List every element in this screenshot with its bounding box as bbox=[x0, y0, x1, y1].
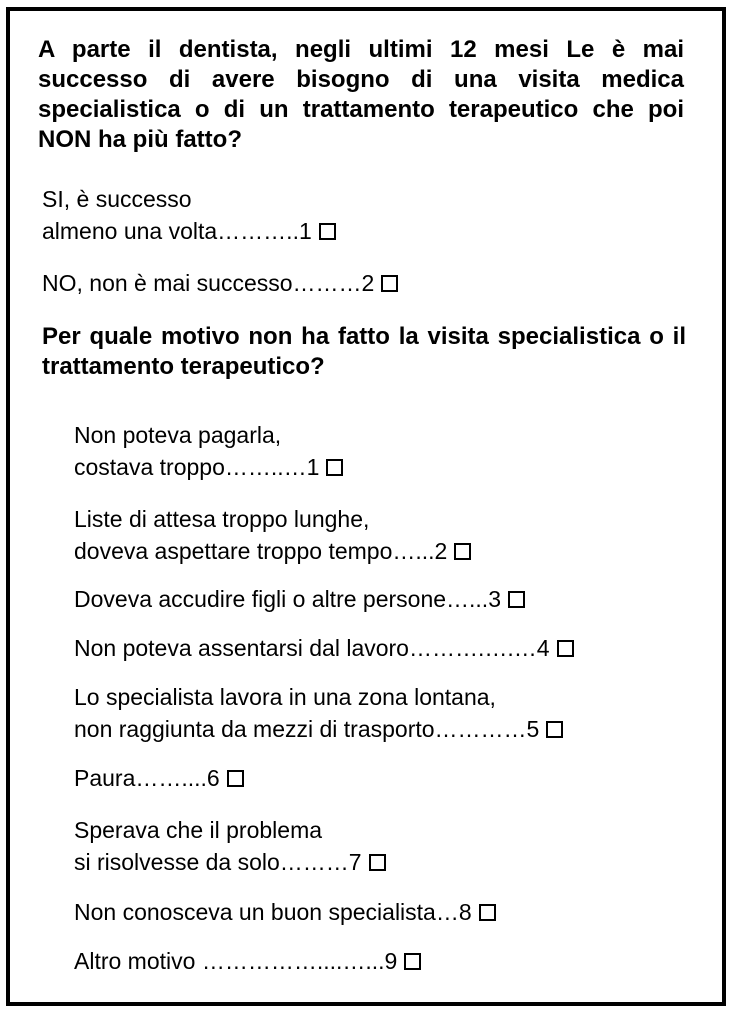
reason-4-label: Non poteva assentarsi dal lavoro……….….…4 bbox=[74, 635, 550, 661]
reason-4-checkbox[interactable] bbox=[557, 640, 574, 657]
reason-5-option[interactable] bbox=[74, 714, 563, 744]
reason-8-option[interactable] bbox=[74, 897, 496, 927]
reason-7-label-line1: Sperava che il problema bbox=[74, 817, 323, 843]
question-2-text: Per quale motivo non ha fatto la visita specialistica o il trattamento terapeutico? bbox=[42, 323, 686, 380]
reason-7-option[interactable] bbox=[74, 847, 386, 877]
reason-5-checkbox[interactable] bbox=[546, 721, 563, 738]
reason-1-checkbox[interactable] bbox=[326, 459, 343, 476]
reason-2-option[interactable] bbox=[74, 536, 471, 566]
reason-7-checkbox[interactable] bbox=[369, 854, 386, 871]
reason-7-label-line2: si risolvesse da solo………7 bbox=[74, 849, 362, 875]
reason-2-label-line2: doveva aspettare troppo tempo…...2 bbox=[74, 538, 448, 564]
reason-1-label-line2: costava troppo……..…1 bbox=[74, 454, 320, 480]
reason-1-label-line1: Non poteva pagarla, bbox=[74, 422, 282, 448]
answer-yes-label-line1: SI, è successo bbox=[42, 186, 192, 212]
answer-yes-checkbox[interactable] bbox=[319, 223, 336, 240]
reason-6-label: Paura……....6 bbox=[74, 765, 220, 791]
reason-6-option[interactable] bbox=[74, 763, 244, 793]
reason-2-label-line1: Liste di attesa troppo lunghe, bbox=[74, 506, 370, 532]
answer-yes-label-line2: almeno una volta………..1 bbox=[42, 218, 312, 244]
answer-no-label: NO, non è mai successo………2 bbox=[42, 270, 375, 296]
reason-9-option[interactable] bbox=[74, 946, 421, 976]
reason-1-option[interactable] bbox=[74, 452, 343, 482]
reason-6-checkbox[interactable] bbox=[227, 770, 244, 787]
reason-3-option[interactable] bbox=[74, 584, 525, 614]
reason-2-checkbox[interactable] bbox=[454, 543, 471, 560]
reason-4-option[interactable] bbox=[74, 633, 574, 663]
reason-9-label: Altro motivo ……………....…...9 bbox=[74, 948, 398, 974]
answer-no-option[interactable] bbox=[42, 268, 398, 298]
reason-3-checkbox[interactable] bbox=[508, 591, 525, 608]
reason-5-label-line2: non raggiunta da mezzi di trasporto…………5 bbox=[74, 716, 540, 742]
reason-8-label: Non conosceva un buon specialista…8 bbox=[74, 899, 472, 925]
reason-9-checkbox[interactable] bbox=[404, 953, 421, 970]
reason-5-label-line1: Lo specialista lavora in una zona lontana, bbox=[74, 684, 496, 710]
reason-3-label: Doveva accudire figli o altre persone…...3 bbox=[74, 586, 501, 612]
question-1-text: A parte il dentista, negli ultimi 12 mesi Le è mai successo di avere bisogno di una visita medica specialistica o di un trattamento terapeutico che poi NON ha più fatto? bbox=[38, 36, 684, 153]
answer-yes-option[interactable] bbox=[42, 216, 336, 246]
reason-8-checkbox[interactable] bbox=[479, 904, 496, 921]
answer-no-checkbox[interactable] bbox=[381, 275, 398, 292]
